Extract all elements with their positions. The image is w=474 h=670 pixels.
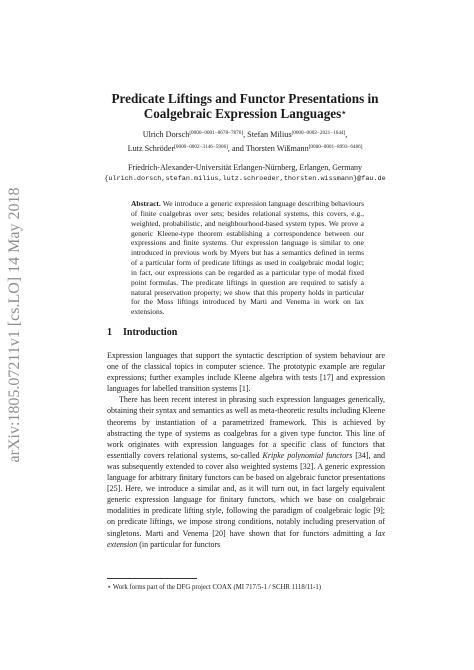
title-line-1: Predicate Liftings and Functor Presentations in [111,91,379,106]
author-name: Thorsten Wißmann [245,143,309,153]
paper-title [95,91,395,121]
emphasis: lax extension [107,528,385,549]
author-emails: {ulrich.dorsch,stefan.milius,lutz.schroeder,thorsten.wissmann}@fau.de [104,174,386,183]
abstract [131,199,364,317]
title-line-2-text: Coalgebraic Expression Languages [143,106,342,121]
paragraph: Expression languages that support the syntactic description of system behaviour are one of the classical topics in computer science. The prototypic example are regular expressions; further examples include Kleene algebra with tests [17] and expression languages for labelled transition systems [1]. [107,351,385,394]
author-orcid: [0000−0002−2021−1644] [291,130,346,136]
author-name: Lutz Schröder [127,143,175,153]
section-heading [107,327,177,338]
arxiv-watermark [2,160,28,490]
author-orcid: [0000−0001−8993−6486] [308,143,363,150]
author-line-2 [95,143,395,157]
author-name: Stefan Milius [247,130,292,139]
text-run: (in particular for functors [137,539,221,549]
institution: Friedrich-Alexander-Universität Erlangen-Nürnberg, Erlangen, Germany [127,163,363,172]
affiliation [95,163,395,184]
author-line-1 [95,129,395,143]
body-text [107,350,385,550]
section-number: 1 [107,327,112,338]
paragraph [107,394,385,549]
author-separator: , and [227,143,246,153]
author-name: Ulrich Dorsch [142,130,190,139]
abstract-label: Abstract. [131,199,161,208]
abstract-text: We introduce a generic expression language describing behaviours of finite coalgebras over sets; besides relational systems, this covers, e.g., weighted, probabilistic, and neighbourhood-based system types. We prove a generic Kleene-type theorem establishing a correspondence between our expressions and finite systems. Our expression language is similar to one introduced in previous work by Myers but has a semantics defined in terms of a particular form of predicate liftings as used in coalgebraic modal logic; in fact, our expressions can be regarded as a particular type of modal fixed point formulas. The predicate liftings in question are required to satisfy a natural preservation property; we show that this property holds in particular for the Moss liftings introduced by Marti and Venema in work on lax extensions. [131,199,364,317]
arxiv-identifier: arXiv:1805.07211v1 [cs.LO] 14 May 2018 [6,187,23,463]
text-run: There has been recent interest in phrasing such expression languages generically, obtaining their syntax and semantics as well as meta-theoretic results including Kleene theorems by instantiation of a parametrized framework. This is achieved by abstracting the type of systems as coalgebras for a given type functor. This line of work originates with expression languages for a specific class of functors that essentially covers relational systems, so-called [107,395,385,460]
author-orcid: [0000−0002−3146−5906] [174,143,228,150]
author-separator: , [345,130,348,139]
author-orcid: [0000−0001−8678−7876] [189,130,244,136]
title-footnote-mark: ⋆ [341,108,347,117]
section-title: Introduction [123,327,178,338]
footnote-rule [107,578,197,579]
author-list [95,129,395,156]
author-separator: , [243,130,248,139]
title-line-2 [95,106,395,121]
footnote: ⋆ Work forms part of the DFG project COAX (MI 717/5-1 / SCHR 1118/11-1) [107,584,322,591]
emphasis: Kripke polynomial functors [262,450,353,460]
text-run: [34], and was subsequently extended to cover also weighted systems [32]. A generic expression language for arbitrary finitary functors can be based on algebraic functor presentations [25]. Here, we introduce a similar and, as it will turn out, in fact largely equivalent generic expression language for finitary functors, which we base on coalgebraic modalities in predicate lifting style, following the paradigm of coalgebraic logic [9]; on predicate liftings, we impose strong conditions, notably including preservation of singletons. Marti and Venema [20] have shown that for functors admitting a [107,450,385,538]
